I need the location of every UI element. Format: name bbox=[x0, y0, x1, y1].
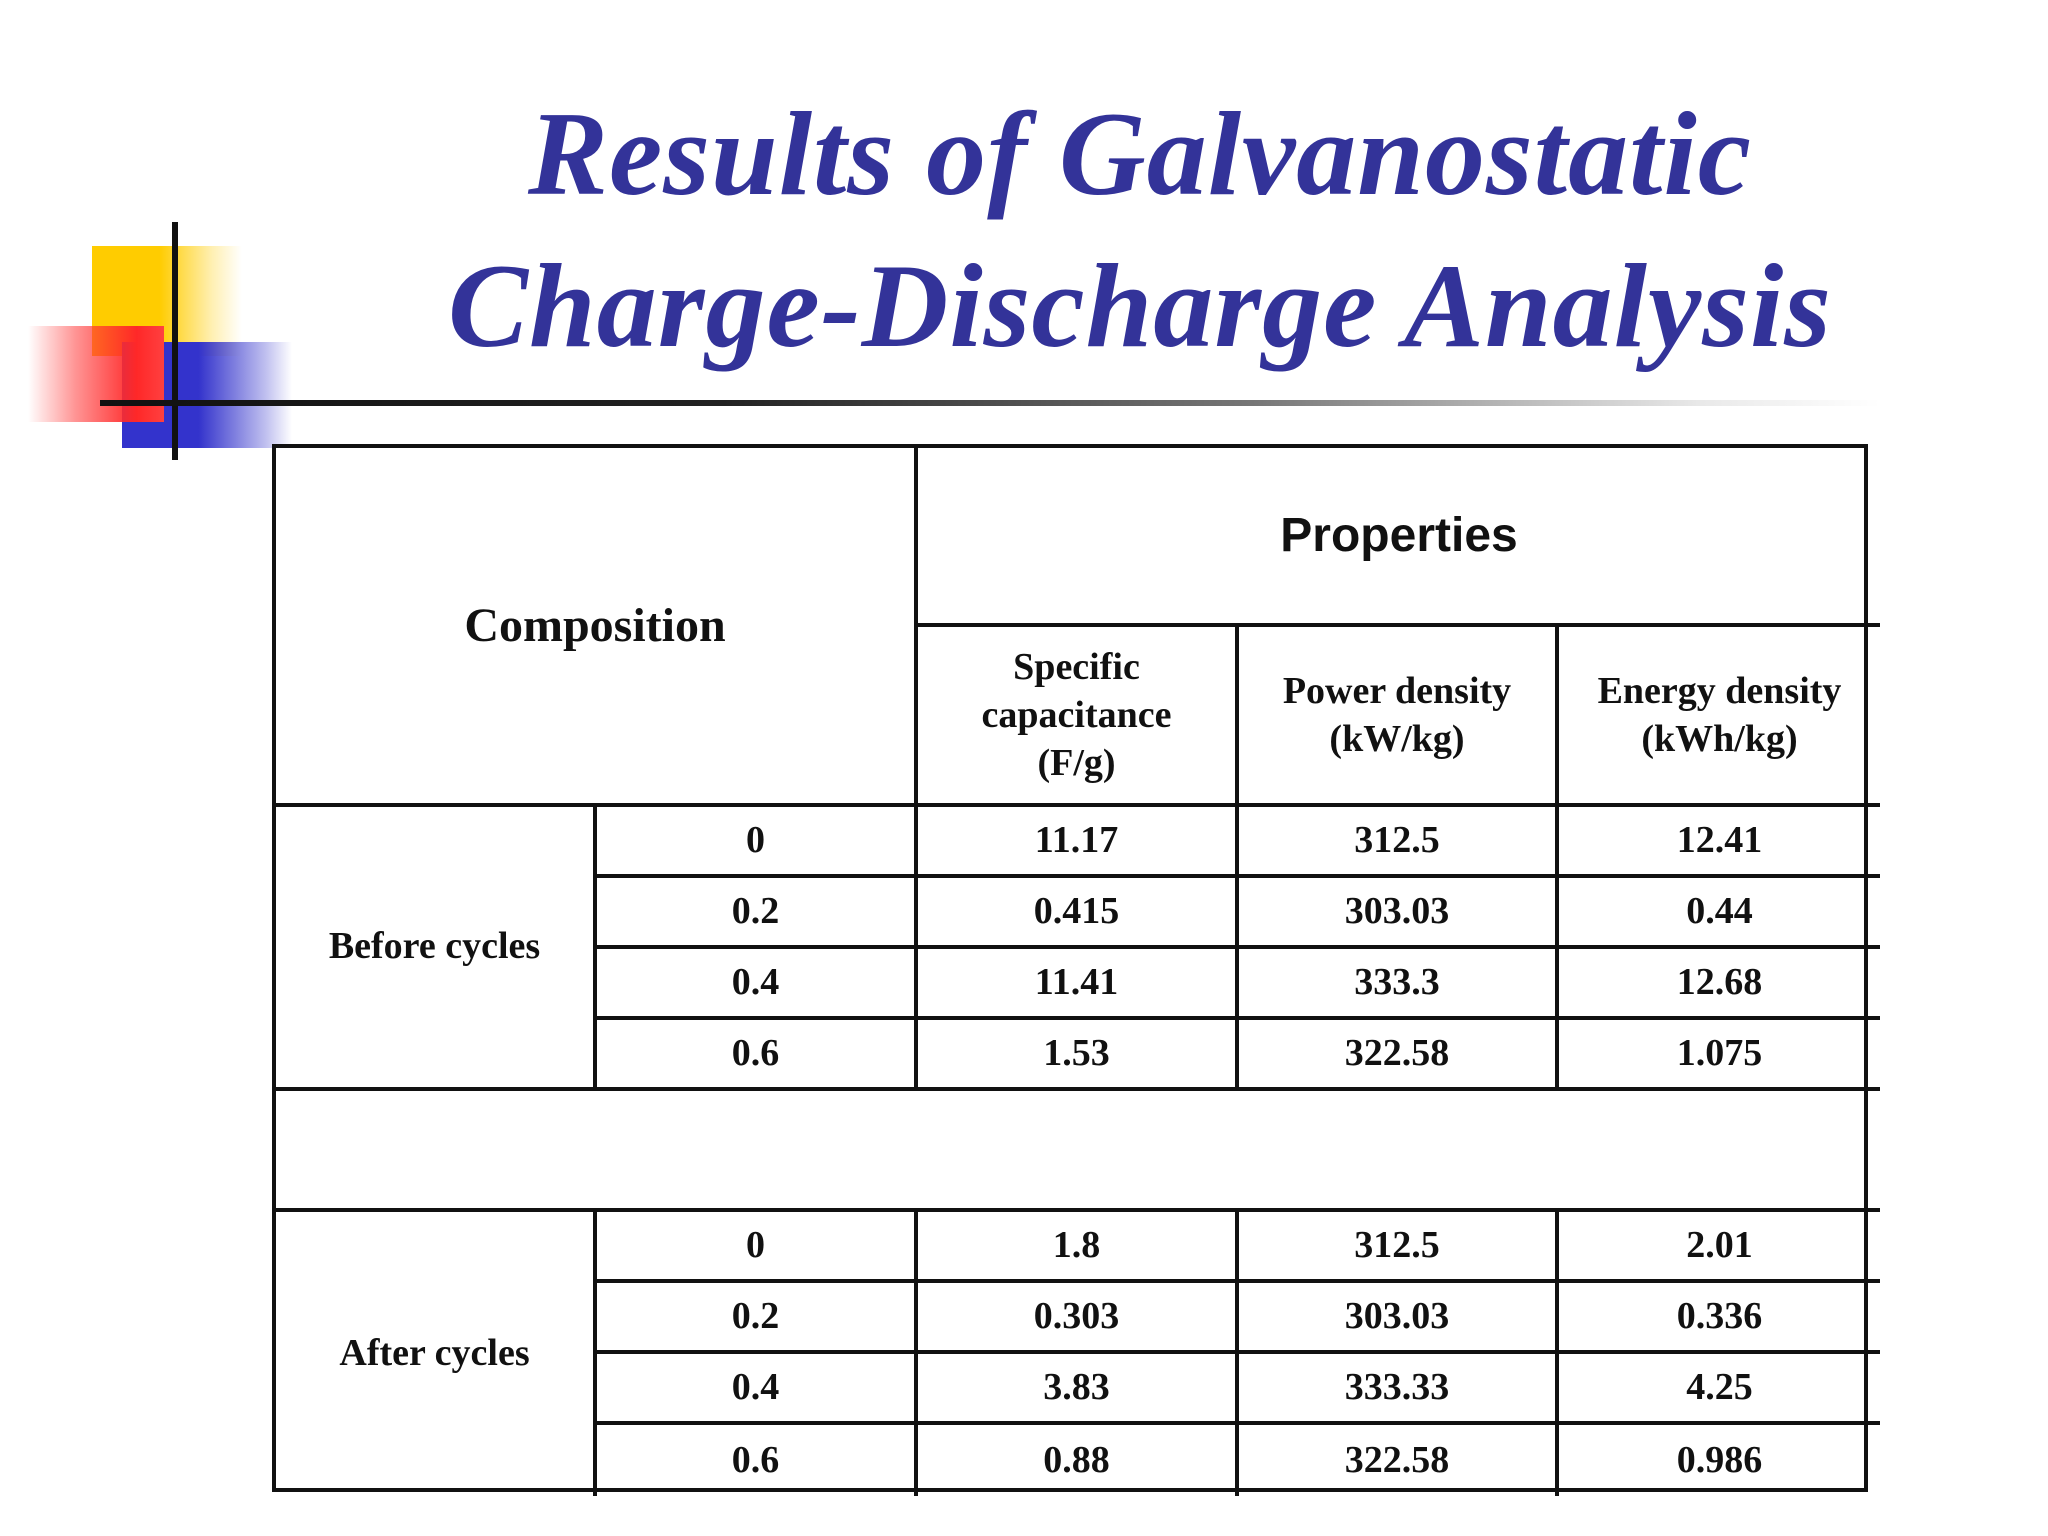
results-table bbox=[272, 444, 1868, 1492]
capacitance-cell: 3.83 bbox=[918, 1354, 1239, 1425]
composition-cell: 0.6 bbox=[597, 1020, 918, 1091]
composition-cell: 0.4 bbox=[597, 1354, 918, 1425]
capacitance-cell: 11.17 bbox=[918, 807, 1239, 878]
capacitance-cell: 1.53 bbox=[918, 1020, 1239, 1091]
slide-title bbox=[380, 78, 1900, 382]
decorative-red-square bbox=[28, 326, 164, 422]
capacitance-cell: 1.8 bbox=[918, 1212, 1239, 1283]
group-label-after-cycles: After cycles bbox=[276, 1212, 597, 1496]
power-density-cell: 303.03 bbox=[1239, 1283, 1559, 1354]
power-density-cell: 312.5 bbox=[1239, 807, 1559, 878]
composition-cell: 0 bbox=[597, 807, 918, 878]
energy-density-cell: 2.01 bbox=[1559, 1212, 1880, 1283]
capacitance-cell: 0.303 bbox=[918, 1283, 1239, 1354]
composition-cell: 0.2 bbox=[597, 878, 918, 949]
energy-density-cell: 0.44 bbox=[1559, 878, 1880, 949]
capacitance-cell: 11.41 bbox=[918, 949, 1239, 1020]
composition-header: Composition bbox=[276, 448, 918, 807]
properties-header: Properties bbox=[918, 448, 1880, 627]
energy-density-cell: 12.41 bbox=[1559, 807, 1880, 878]
energy-density-cell: 0.336 bbox=[1559, 1283, 1880, 1354]
slide-title-line-1: Results of Galvanostatic bbox=[527, 87, 1753, 220]
energy-density-cell: 0.986 bbox=[1676, 1438, 1763, 1481]
spacer-row bbox=[276, 1091, 1880, 1212]
power-density-cell: 322.58 bbox=[1239, 1020, 1559, 1091]
title-underline-rule bbox=[100, 400, 1880, 406]
energy-density-cell: 1.075 bbox=[1559, 1020, 1880, 1091]
decorative-vertical-rule bbox=[172, 222, 178, 460]
power-density-cell: 322.58 bbox=[1239, 1425, 1559, 1496]
power-density-cell: 303.03 bbox=[1239, 878, 1559, 949]
composition-cell: 0.6 bbox=[597, 1425, 918, 1496]
column-header-energy-density: Energy density (kWh/kg) bbox=[1559, 627, 1880, 807]
composition-cell: 0.4 bbox=[597, 949, 918, 1020]
composition-cell: 0 bbox=[597, 1212, 918, 1283]
power-density-cell: 312.5 bbox=[1239, 1212, 1559, 1283]
column-header-capacitance: Specific capacitance (F/g) bbox=[918, 627, 1239, 807]
energy-density-cell: 12.68 bbox=[1559, 949, 1880, 1020]
slide-title-line-2: Charge-Discharge Analysis bbox=[447, 239, 1833, 372]
energy-density-cell: 4.25 bbox=[1559, 1354, 1880, 1425]
capacitance-cell: 0.415 bbox=[918, 878, 1239, 949]
group-label-before-cycles: Before cycles bbox=[276, 807, 597, 1091]
power-density-cell: 333.33 bbox=[1239, 1354, 1559, 1425]
power-density-cell: 333.3 bbox=[1239, 949, 1559, 1020]
composition-cell: 0.2 bbox=[597, 1283, 918, 1354]
capacitance-cell: 0.88 bbox=[918, 1425, 1239, 1496]
column-header-power-density: Power density (kW/kg) bbox=[1239, 627, 1559, 807]
